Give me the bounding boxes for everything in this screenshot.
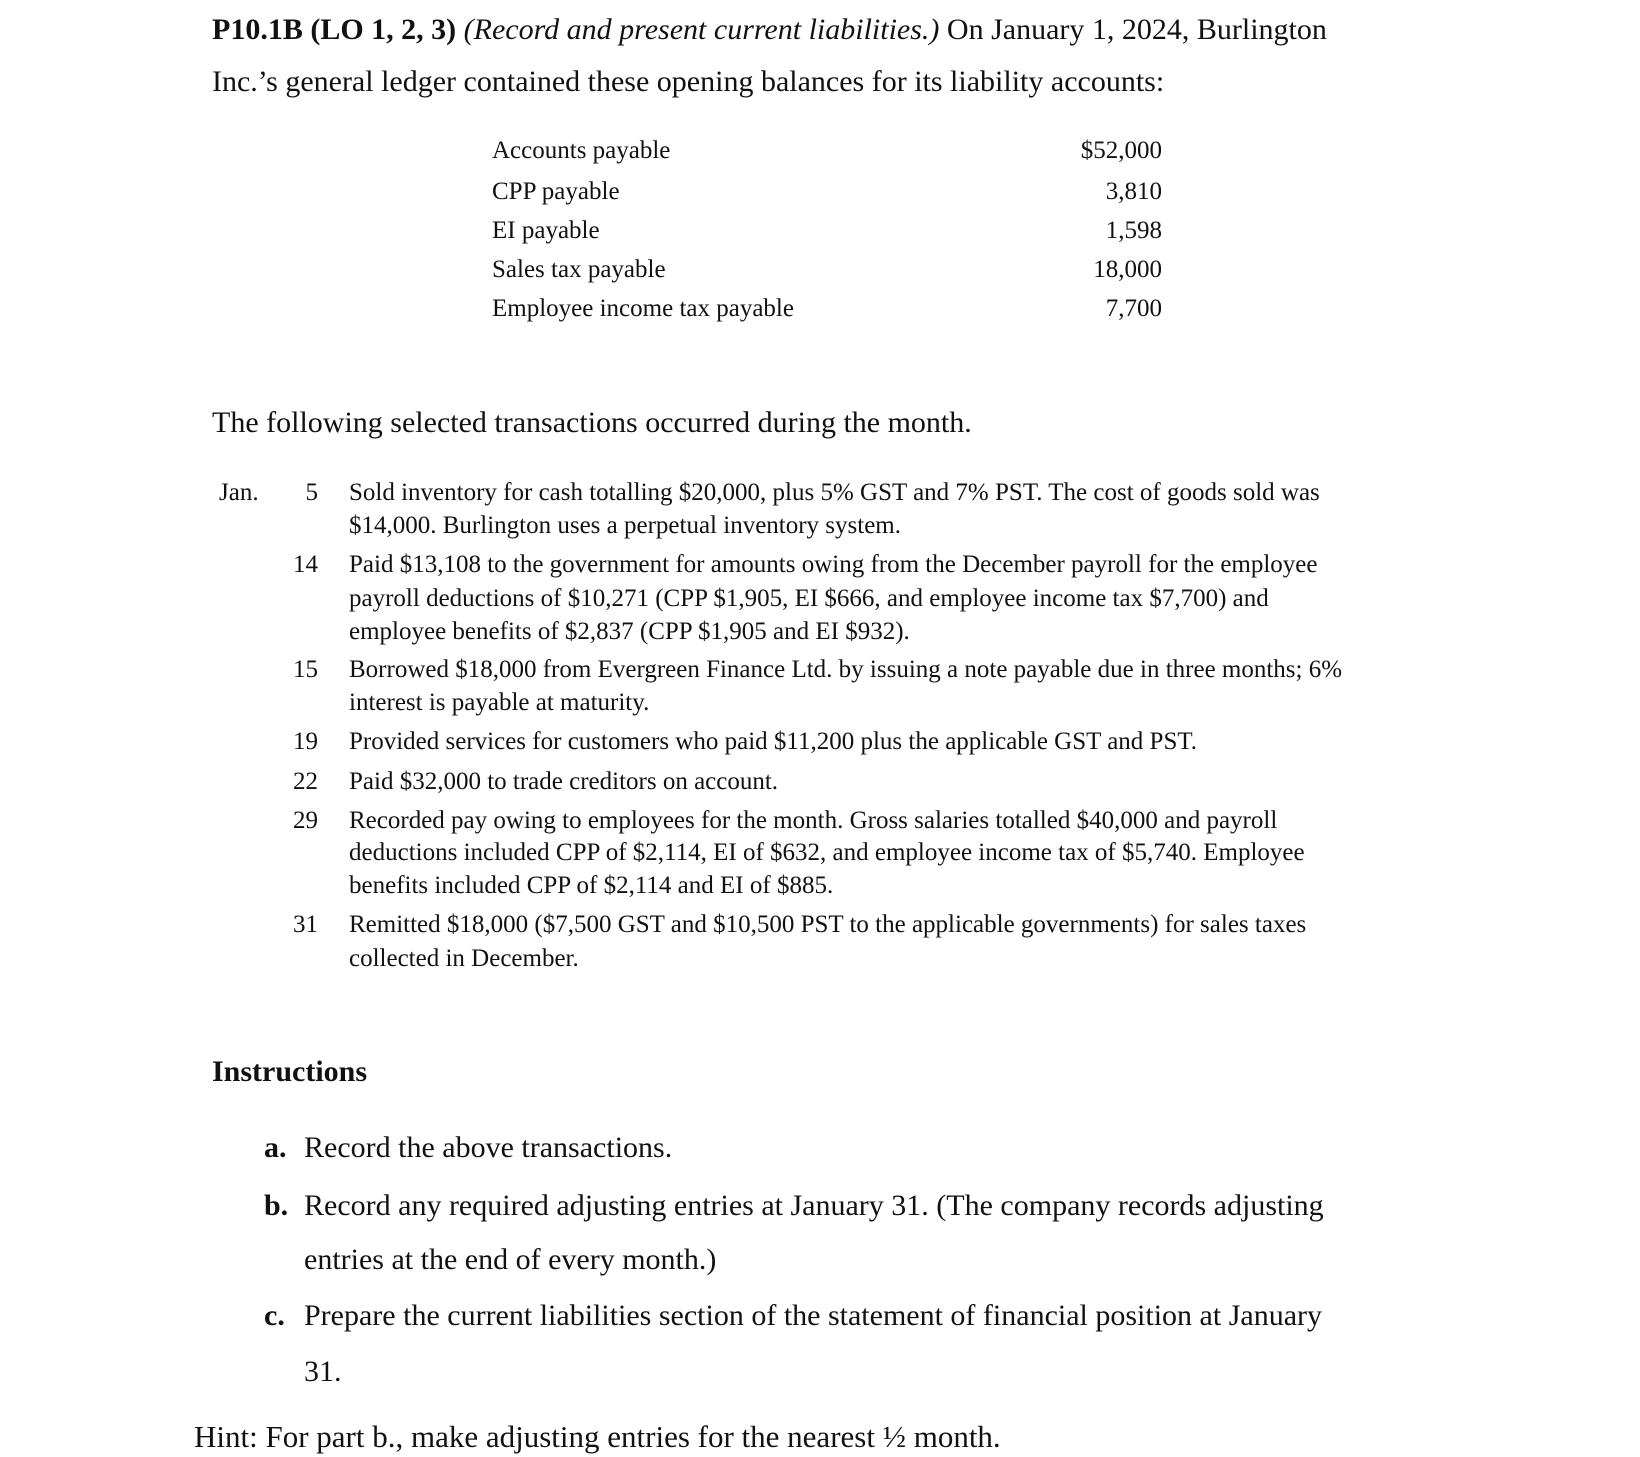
instruction-text: Prepare the current liabilities section of the statement of financial position at January — [304, 1299, 1322, 1332]
balance-account: Employee income tax payable — [492, 295, 794, 322]
transaction-text: payroll deductions of $10,271 (CPP $1,905, EI $666, and employee income tax $7,700) and — [349, 585, 1269, 612]
transaction-text: Provided services for customers who paid $11,200 plus the applicable GST and PST. — [349, 728, 1198, 755]
transaction-text: collected in December. — [349, 945, 579, 972]
instruction-text: Record any required adjusting entries at January 31. (The company records adjusting — [304, 1189, 1324, 1222]
learning-objectives: (LO 1, 2, 3) — [310, 13, 457, 46]
transaction-text: Remitted $18,000 ($7,500 GST and $10,500 PST to the applicable governments) for sales taxes — [349, 911, 1307, 938]
header-line-1 — [212, 12, 1327, 48]
instructions-heading: Instructions — [212, 1055, 368, 1088]
transaction-text: deductions included CPP of $2,114, EI of $632, and employee income tax of $5,740. Employee — [349, 839, 1305, 866]
instruction-marker: a. — [264, 1131, 287, 1164]
transaction-text: Paid $13,108 to the government for amounts owing from the December payroll for the employee — [349, 551, 1318, 578]
transaction-day: 19 — [293, 728, 318, 755]
intro-text: On January 1, 2024, Burlington — [946, 13, 1327, 46]
balance-account: CPP payable — [492, 178, 620, 205]
transaction-text: Borrowed $18,000 from Evergreen Finance Ltd. by issuing a note payable due in three months; 6% — [349, 656, 1343, 683]
balance-amount: 7,700 — [1105, 295, 1162, 322]
transaction-text: $14,000. Burlington uses a perpetual inventory system. — [349, 512, 902, 539]
transaction-day: 29 — [293, 807, 318, 834]
instruction-text: entries at the end of every month.) — [304, 1243, 717, 1276]
transaction-text: benefits included CPP of $2,114 and EI of $885. — [349, 872, 834, 899]
balance-account: EI payable — [492, 217, 600, 244]
transaction-day: 22 — [293, 768, 318, 795]
transaction-text: Sold inventory for cash totalling $20,000, plus 5% GST and 7% PST. The cost of goods sold was — [349, 479, 1320, 506]
balance-amount: $52,000 — [1080, 137, 1162, 164]
transaction-day: 14 — [293, 551, 318, 578]
hint-text: Hint: For part b., make adjusting entries for the nearest ½ month. — [194, 1419, 1001, 1454]
transaction-text: interest is payable at maturity. — [349, 689, 650, 716]
transaction-day: 5 — [305, 479, 318, 506]
intro-text-line-2: Inc.’s general ledger contained these opening balances for its liability accounts: — [212, 65, 1165, 98]
instruction-text: Record the above transactions. — [304, 1131, 673, 1164]
month-label: Jan. — [219, 479, 259, 506]
balance-account: Sales tax payable — [492, 256, 666, 283]
transaction-text: Paid $32,000 to trade creditors on account. — [349, 768, 779, 795]
balance-amount: 18,000 — [1093, 256, 1162, 283]
transaction-day: 31 — [293, 911, 318, 938]
problem-topic: (Record and present current liabilities.) — [463, 13, 940, 46]
balance-amount: 1,598 — [1105, 217, 1162, 244]
instruction-marker: b. — [264, 1189, 289, 1222]
transactions-intro: The following selected transactions occurred during the month. — [212, 406, 972, 439]
instruction-text: 31. — [304, 1355, 342, 1388]
balance-account: Accounts payable — [492, 137, 671, 164]
balance-amount: 3,810 — [1105, 178, 1162, 205]
transaction-day: 15 — [293, 656, 318, 683]
problem-id: P10.1B — [212, 13, 303, 46]
transaction-text: employee benefits of $2,837 (CPP $1,905 and EI $932). — [349, 618, 910, 645]
instruction-marker: c. — [264, 1299, 285, 1332]
transaction-text: Recorded pay owing to employees for the month. Gross salaries totalled $40,000 and payroll — [349, 807, 1278, 834]
